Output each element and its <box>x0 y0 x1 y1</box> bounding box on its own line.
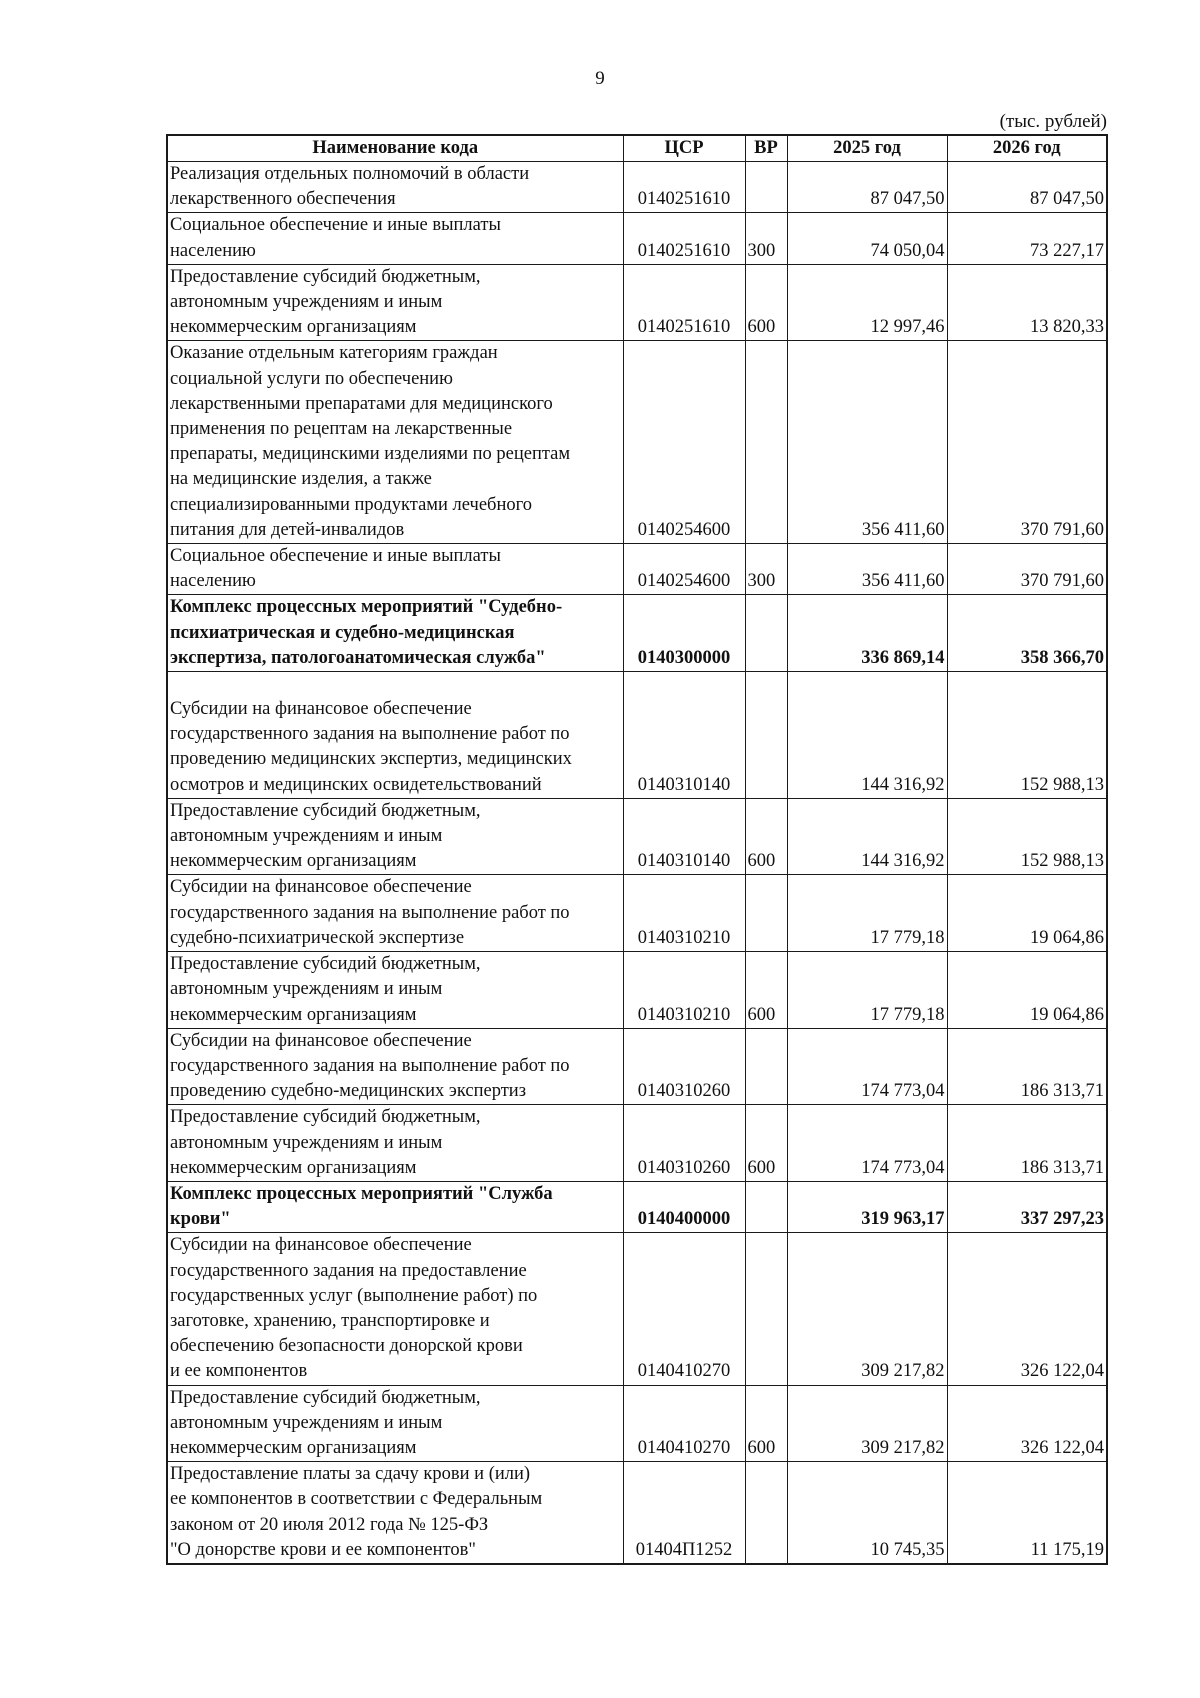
cell-2025: 17 779,18 <box>787 875 947 952</box>
cell-name-line: государственных услуг (выполнение работ) по <box>170 1285 538 1306</box>
cell-name-line: обеспечению безопасности донорской крови <box>170 1336 523 1357</box>
cell-name <box>167 1385 623 1462</box>
cell-name <box>167 798 623 875</box>
cell-2025: 309 217,82 <box>787 1385 947 1462</box>
cell-2025: 87 047,50 <box>787 162 947 213</box>
cell-name-line: Субсидии на финансовое обеспечение <box>170 1030 472 1051</box>
cell-name <box>167 1181 623 1232</box>
cell-2025: 144 316,92 <box>787 798 947 875</box>
cell-name-line: некоммерческим организациям <box>170 1157 417 1178</box>
cell-name-line: Оказание отдельным категориям граждан <box>170 343 498 364</box>
cell-csr: 0140300000 <box>623 595 745 672</box>
cell-name-line: специализированными продуктами лечебного <box>170 494 532 515</box>
cell-csr: 01404П1252 <box>623 1462 745 1564</box>
table-row <box>167 672 1107 799</box>
cell-name-line: судебно-психиатрической экспертизе <box>170 927 465 948</box>
cell-name-line: проведению медицинских экспертиз, медицинских <box>170 749 572 770</box>
cell-csr: 0140310260 <box>623 1105 745 1182</box>
cell-name-line: некоммерческим организациям <box>170 851 417 872</box>
cell-name-line: ее компонентов в соответствии с Федеральным <box>170 1489 543 1510</box>
cell-2025: 356 411,60 <box>787 341 947 544</box>
cell-name-line: автономным учреждениям и иным <box>170 826 443 847</box>
cell-2025: 174 773,04 <box>787 1028 947 1105</box>
cell-name-line: Субсидии на финансовое обеспечение <box>170 699 472 720</box>
cell-csr: 0140310260 <box>623 1028 745 1105</box>
cell-name-line: населению <box>170 240 256 261</box>
cell-vr <box>745 341 787 544</box>
table-row <box>167 875 1107 952</box>
cell-2025: 309 217,82 <box>787 1233 947 1385</box>
cell-name <box>167 213 623 264</box>
table-row <box>167 341 1107 544</box>
cell-vr: 600 <box>745 798 787 875</box>
cell-vr: 600 <box>745 1105 787 1182</box>
header-vr: ВР <box>745 135 787 162</box>
cell-name-line: некоммерческим организациям <box>170 1437 417 1458</box>
cell-csr: 0140410270 <box>623 1233 745 1385</box>
cell-name <box>167 952 623 1029</box>
cell-name-line: психиатрическая и судебно-медицинская <box>170 622 515 643</box>
table-body <box>167 162 1107 1564</box>
table-row <box>167 1028 1107 1105</box>
header-name: Наименование кода <box>167 135 623 162</box>
cell-2026: 326 122,04 <box>947 1385 1107 1462</box>
cell-csr: 0140310210 <box>623 952 745 1029</box>
table-row <box>167 213 1107 264</box>
cell-vr: 300 <box>745 213 787 264</box>
cell-vr <box>745 1181 787 1232</box>
cell-csr: 0140400000 <box>623 1181 745 1232</box>
table-row <box>167 162 1107 213</box>
cell-vr: 600 <box>745 264 787 341</box>
cell-name <box>167 264 623 341</box>
cell-name-line: автономным учреждениям и иным <box>170 979 443 1000</box>
cell-2025: 174 773,04 <box>787 1105 947 1182</box>
cell-2026: 152 988,13 <box>947 672 1107 799</box>
cell-2026: 19 064,86 <box>947 875 1107 952</box>
cell-name-line: Предоставление субсидий бюджетным, <box>170 954 481 975</box>
cell-name-line: Реализация отдельных полномочий в области <box>170 164 530 184</box>
cell-csr: 0140410270 <box>623 1385 745 1462</box>
table-row <box>167 595 1107 672</box>
cell-2026: 370 791,60 <box>947 544 1107 595</box>
cell-name-line: Предоставление субсидий бюджетным, <box>170 800 481 821</box>
cell-name-line: автономным учреждениям и иным <box>170 1412 443 1433</box>
cell-name-line: осмотров и медицинских освидетельствований <box>170 774 542 795</box>
cell-name-line: заготовке, хранению, транспортировке и <box>170 1310 490 1331</box>
cell-2026: 87 047,50 <box>947 162 1107 213</box>
cell-2025: 12 997,46 <box>787 264 947 341</box>
cell-name-line: крови" <box>170 1209 231 1230</box>
cell-vr: 600 <box>745 952 787 1029</box>
cell-vr <box>745 672 787 799</box>
cell-vr <box>745 162 787 213</box>
cell-csr: 0140254600 <box>623 544 745 595</box>
cell-name-line: государственного задания на выполнение работ по <box>170 902 570 923</box>
table-row <box>167 544 1107 595</box>
cell-2026: 337 297,23 <box>947 1181 1107 1232</box>
cell-name-line: проведению судебно-медицинских экспертиз <box>170 1081 527 1102</box>
cell-name-line: законом от 20 июля 2012 года № 125-ФЗ <box>170 1514 489 1535</box>
cell-vr: 300 <box>745 544 787 595</box>
cell-name-line: Предоставление платы за сдачу крови и (или) <box>170 1464 531 1485</box>
cell-name <box>167 1462 623 1564</box>
cell-name-line: Комплекс процессных мероприятий "Судебно- <box>170 597 563 618</box>
cell-name-line: на медицинские изделия, а также <box>170 469 432 490</box>
cell-name-line: питания для детей-инвалидов <box>170 519 405 540</box>
table-row <box>167 1462 1107 1564</box>
cell-name-line: Предоставление субсидий бюджетным, <box>170 1107 481 1128</box>
cell-csr: 0140310210 <box>623 875 745 952</box>
cell-csr: 0140254600 <box>623 341 745 544</box>
cell-name-line: лекарственного обеспечения <box>170 189 396 210</box>
cell-name-line: некоммерческим организациям <box>170 1004 417 1025</box>
table-row <box>167 1105 1107 1182</box>
cell-name-line: лекарственными препаратами для медицинского <box>170 393 553 414</box>
header-row <box>167 135 1107 162</box>
cell-name-line: государственного задания на выполнение работ по <box>170 1055 570 1076</box>
header-2025: 2025 год <box>787 135 947 162</box>
cell-name <box>167 162 623 213</box>
table-row <box>167 1385 1107 1462</box>
cell-csr: 0140310140 <box>623 672 745 799</box>
cell-2026: 186 313,71 <box>947 1105 1107 1182</box>
cell-csr: 0140251610 <box>623 264 745 341</box>
cell-2026: 186 313,71 <box>947 1028 1107 1105</box>
cell-name-line: государственного задания на выполнение работ по <box>170 724 570 745</box>
cell-name-line: некоммерческим организациям <box>170 317 417 338</box>
cell-name <box>167 672 623 799</box>
cell-name-line: Комплекс процессных мероприятий "Служба <box>170 1183 553 1204</box>
units-label: (тыс. рублей) <box>999 111 1107 132</box>
cell-name-line: Социальное обеспечение и иные выплаты <box>170 546 501 567</box>
header-csr: ЦСР <box>623 135 745 162</box>
cell-2026: 13 820,33 <box>947 264 1107 341</box>
cell-name <box>167 1105 623 1182</box>
cell-2025: 356 411,60 <box>787 544 947 595</box>
table-header <box>167 135 1107 162</box>
cell-name-line: применения по рецептам на лекарственные <box>170 419 513 440</box>
cell-2026: 11 175,19 <box>947 1462 1107 1564</box>
cell-2026: 358 366,70 <box>947 595 1107 672</box>
cell-2026: 370 791,60 <box>947 341 1107 544</box>
table-row <box>167 264 1107 341</box>
cell-name-line: экспертиза, патологоанатомическая служба" <box>170 647 546 668</box>
cell-name-line: препараты, медицинскими изделиями по рецептам <box>170 444 571 465</box>
cell-csr: 0140251610 <box>623 213 745 264</box>
cell-2025: 10 745,35 <box>787 1462 947 1564</box>
cell-2025: 17 779,18 <box>787 952 947 1029</box>
cell-vr <box>745 1028 787 1105</box>
budget-table <box>166 134 1108 1565</box>
cell-vr <box>745 875 787 952</box>
cell-name <box>167 341 623 544</box>
cell-name-line: автономным учреждениям и иным <box>170 1132 443 1153</box>
cell-2026: 152 988,13 <box>947 798 1107 875</box>
table-row <box>167 952 1107 1029</box>
cell-2025: 336 869,14 <box>787 595 947 672</box>
cell-2026: 326 122,04 <box>947 1233 1107 1385</box>
cell-2026: 73 227,17 <box>947 213 1107 264</box>
cell-name-line: Субсидии на финансовое обеспечение <box>170 877 472 898</box>
cell-vr <box>745 595 787 672</box>
table-row <box>167 1181 1107 1232</box>
header-2026: 2026 год <box>947 135 1107 162</box>
cell-name <box>167 544 623 595</box>
page-number: 9 <box>595 68 605 89</box>
cell-name-line: государственного задания на предоставление <box>170 1260 527 1281</box>
cell-name-line: автономным учреждениям и иным <box>170 292 443 313</box>
cell-name-line: "О донорстве крови и ее компонентов" <box>170 1539 476 1560</box>
cell-name <box>167 595 623 672</box>
cell-2025: 319 963,17 <box>787 1181 947 1232</box>
cell-name <box>167 875 623 952</box>
cell-name-line: Субсидии на финансовое обеспечение <box>170 1235 472 1256</box>
table-row <box>167 798 1107 875</box>
cell-name-line: Предоставление субсидий бюджетным, <box>170 1387 481 1408</box>
cell-vr <box>745 1462 787 1564</box>
cell-name-line: и ее компонентов <box>170 1361 308 1382</box>
cell-name-line: населению <box>170 571 256 592</box>
cell-vr <box>745 1233 787 1385</box>
table-row <box>167 1233 1107 1385</box>
cell-csr: 0140251610 <box>623 162 745 213</box>
cell-2025: 74 050,04 <box>787 213 947 264</box>
cell-2025: 144 316,92 <box>787 672 947 799</box>
cell-name <box>167 1233 623 1385</box>
cell-vr: 600 <box>745 1385 787 1462</box>
cell-2026: 19 064,86 <box>947 952 1107 1029</box>
cell-name-line: Социальное обеспечение и иные выплаты <box>170 215 501 236</box>
cell-csr: 0140310140 <box>623 798 745 875</box>
cell-name-line: социальной услуги по обеспечению <box>170 368 453 389</box>
cell-name-line: Предоставление субсидий бюджетным, <box>170 266 481 287</box>
cell-name <box>167 1028 623 1105</box>
